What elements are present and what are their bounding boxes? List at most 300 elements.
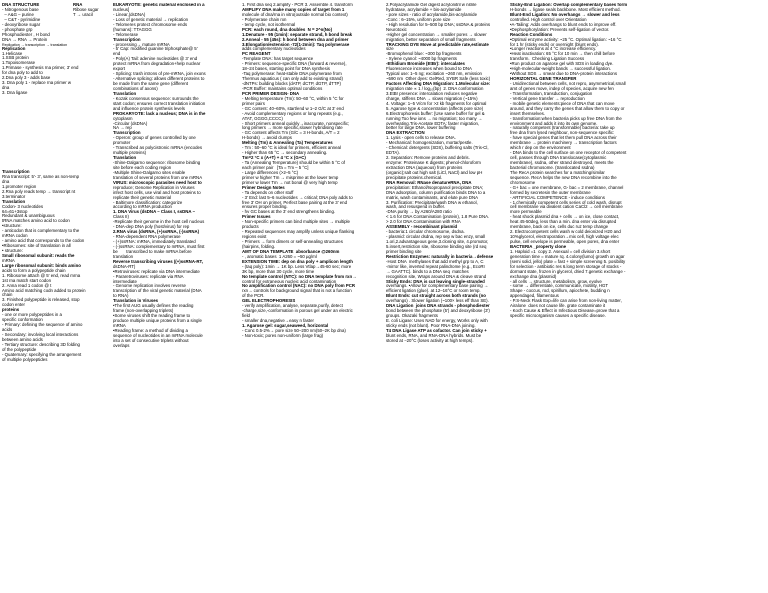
text-line: exchange dna (plasmid) bbox=[510, 273, 557, 279]
col2-body bbox=[113, 3, 238, 349]
text-line: •Run product on agarose gel with SDS in loading dye. bbox=[510, 61, 614, 67]
text-line: •The first AUG usually defines the reading bbox=[113, 303, 194, 309]
text-line: -Host DNA methylases that add methyl grp to A, C bbox=[386, 258, 484, 264]
text-line: Fluorescence increases when bound to DNA bbox=[386, 66, 472, 72]
text-line: tRNA matches amino acid to codon bbox=[2, 218, 70, 224]
text-line: codon enter bbox=[2, 302, 25, 308]
text-line: - Loss of genetic material → replication bbox=[113, 16, 189, 22]
text-line: T4 DNA Ligase ATP as cofactor. Can join sticky + bbox=[386, 327, 487, 333]
text-line: dsDNA-RT) bbox=[113, 263, 136, 269]
text-line: •structure: bbox=[2, 223, 22, 229]
text-line: recognition site, Wraps around DNA & cleave strand bbox=[386, 273, 487, 279]
text-line: primer w lower Tm → not bonal @ very high temp bbox=[242, 179, 338, 185]
text-line: -Template DNA: has target sequence bbox=[242, 56, 314, 62]
text-line: -mirror like, inverted repeat palindrome (e.g., EcoRI bbox=[386, 263, 485, 269]
text-line: 2.Rna poly reads temp → transcript nt bbox=[2, 188, 76, 194]
text-line: → GAATTC). binds to a DNA seq matches bbox=[386, 268, 469, 274]
text-line: > 2.0 for DNA Contamination with RNA bbox=[386, 219, 461, 225]
text-line: - Higher than 65 °C → secondary annealing. bbox=[242, 150, 328, 156]
text-line: precipitate proteins.chemical. bbox=[386, 174, 443, 180]
text-line: - temp cycle, not isothermal bbox=[242, 21, 296, 27]
text-line: overheating.Tris-Acetate EDTA: faster migration, bbox=[386, 120, 480, 126]
text-line: - bacteria:1 circular chromosome, dsdna. bbox=[386, 229, 465, 235]
text-line: field bbox=[242, 313, 250, 319]
text-line: 2. Separation: Remove proteins and debris. bbox=[386, 155, 470, 161]
text-line: Translation bbox=[113, 155, 137, 161]
text-line: insert themselves. bbox=[510, 110, 546, 116]
text-line: - , aromatic bases 1 A260 = ~50 µg/ml bbox=[242, 253, 317, 259]
text-line: - Tertiary structure: describing 3D folding bbox=[2, 341, 80, 347]
text-line: Blunt Ends: cut straight across both strands (no bbox=[386, 293, 486, 299]
text-line: Reaction Conditions bbox=[510, 31, 553, 37]
text-line: better for large DNA. lower buffering bbox=[386, 125, 456, 131]
text-line: transcription of the viral genetic material (DNA bbox=[113, 288, 202, 294]
text-line: - Conc 0.5-2%→ pore size 50–200 nm(50–2K bp dna) bbox=[242, 327, 346, 333]
text-line: more permeable bbox=[510, 209, 542, 215]
text-line: Translation bbox=[2, 198, 26, 204]
dna-rna-header bbox=[2, 3, 109, 47]
text-line: - phosphate grp bbox=[2, 26, 33, 32]
text-line: translation of several proteins from one mRNA bbox=[113, 174, 203, 180]
text-line: infect host cells, use viral and host proteins to bbox=[113, 189, 201, 195]
text-line: •High-molecular-weight bands → successful ligation. bbox=[510, 66, 611, 72]
text-line: 1. Agarose gel: sugar,seaweed, horizontal bbox=[242, 322, 329, 328]
text-line: overlaps bbox=[113, 342, 130, 348]
text-line: Factors Affecting DNA Migration: 1.Molecular size: bbox=[386, 81, 491, 86]
text-line: hydratase, acrylamide + bis-acrylamide bbox=[386, 6, 462, 12]
text-line: Replication → transcription → translation bbox=[2, 42, 68, 47]
text-line: - all cells → structure, metabolism, grow, evolve bbox=[510, 278, 602, 284]
text-line: - some → differentiate, communicate, motility, HGT bbox=[510, 283, 609, 289]
text-line: -Conc : 6–15%, uniform pore size bbox=[386, 16, 451, 22]
text-line: Translation bbox=[113, 90, 137, 96]
text-line: - Polymerase chain rxn bbox=[242, 16, 287, 22]
text-line: RNA Removal: RNase denatureRNA, DNA bbox=[386, 179, 472, 185]
text-line: Transcription bbox=[2, 169, 30, 175]
text-line: •Dephosphorylation: Prevents self-ligation of vector. bbox=[510, 26, 610, 32]
text-line: bond between the phosphate (5') and deoxyribose (3') bbox=[386, 308, 490, 314]
text-line: - pore sizes - ratio of acrylamide,bis-acrylamide bbox=[386, 11, 478, 17]
text-line: - mobile genetic elements:piece of DNA that can move bbox=[510, 100, 615, 106]
text-line: proteins bbox=[2, 307, 20, 313]
text-line: acids to form a polypeptide chain bbox=[2, 267, 66, 273]
text-line: - Telomeres protect chromosome ends bbox=[113, 21, 188, 27]
text-line: running Too few ions → no migration; too many → bbox=[386, 115, 483, 121]
text-line: 3. Purification: Precipitate/wash DNA w ethanol, bbox=[386, 199, 478, 205]
text-line: -PCR Buffer: maintains optimal conditions bbox=[242, 85, 323, 91]
text-line: replicate their genetic material bbox=[113, 194, 171, 200]
text-line: PCR: each round, dna doubles N = 2^n(No) bbox=[242, 26, 333, 32]
text-line: control for extraneous nucleic acid contamination bbox=[242, 278, 337, 284]
text-line: 3.terminator bbox=[2, 193, 26, 199]
text-line: - P.S-Neck Flask Exp=life can arise from non-living matter, bbox=[510, 298, 622, 304]
text-line: T → uracil bbox=[73, 11, 93, 17]
col4-body bbox=[386, 3, 506, 344]
text-line: Rna transcript: 5'- 3', same as non-temp bbox=[2, 173, 79, 179]
text-line: translation bbox=[113, 253, 134, 259]
text-line: •Retroviruses: replicate via DNA intermediate bbox=[113, 268, 200, 274]
text-line: 2.Anneal - 55 (45s): h bond between dna and primer bbox=[242, 36, 349, 42]
text-line: - Secondary: involving local interactions bbox=[2, 331, 79, 337]
text-line: Reverse transcribing viruses ((+)ssRNA-RT, bbox=[113, 258, 203, 264]
text-line: reproduce; Genome Replication in Viruses bbox=[113, 184, 195, 190]
text-line: free dna from lysed neighbour, non-sequence specific: bbox=[510, 130, 615, 136]
text-line: blunt ends, RNA, and RNA-DNA hybrids. Must be bbox=[386, 332, 482, 338]
text-line: - Ta (Annealing Temperature) should be within 5 °C of bbox=[242, 160, 345, 165]
text-line: protect mRNA from degradation+help nuclear bbox=[113, 61, 201, 67]
text-line: around, and they carry the genes that allow them to copy or bbox=[510, 105, 625, 111]
text-line: -Circular (dsDNA) bbox=[113, 120, 148, 126]
text-line: - DNA-dep DNA poly (host/virus) for rep bbox=[113, 224, 190, 230]
text-line: membrane, back on ice, cells duc ruz temp change bbox=[510, 224, 609, 230]
text-line: Tm=2 °C x (A+T) + 4 °C x (G+C) bbox=[242, 155, 306, 161]
text-line: into a set of consecutive triplets without bbox=[113, 337, 189, 343]
text-line: •A-Tailing: Adds overhangs to blunt ends to improve eff. bbox=[510, 21, 617, 27]
text-line: - Non-toxic; pores non-uniform (large frag) bbox=[242, 332, 324, 338]
text-line: ASSEMBLY - recombinant plasmid bbox=[386, 224, 458, 230]
text-line: Small ribosomal subunit: reads the bbox=[2, 252, 75, 258]
text-line: -Multiple Shine-Dalgarno sites enable bbox=[113, 169, 186, 175]
text-line: EUKARYOTE: genetic material enclosed in a bbox=[113, 3, 205, 7]
text-line: dormant state, frozen in glycerol, dried 7.genetic exchange - bbox=[510, 268, 626, 274]
text-line: -DNA purity → by A260/A280 ratio bbox=[386, 209, 452, 215]
text-line: regions exist bbox=[242, 234, 267, 240]
text-line: - deoxyribose sugar bbox=[2, 21, 41, 27]
text-line: Airalone does not cause life. grate contaminate it bbox=[510, 303, 606, 309]
text-line: chain bbox=[2, 292, 13, 298]
text-line: GEL ELECTROPHORESIS bbox=[242, 298, 296, 304]
text-line: molecule of dna/rna in vitro(outside normal bio context) bbox=[242, 11, 348, 17]
text-line: and influence protein synthesis levels bbox=[113, 105, 185, 111]
text-line: transform. Checking Ligation Success bbox=[510, 56, 585, 62]
text-line: (humans): TTAGGG bbox=[113, 26, 152, 32]
text-line: - RNA-dependent RNA polymerase bbox=[113, 234, 181, 240]
text-line: 6.Electrophoresis buffer: [Use same buffer for gel & bbox=[386, 110, 485, 116]
text-line: - DNA binds to the cell surface on one receptor of competent bbox=[510, 150, 627, 156]
text-line: - one or more polypeptides in a bbox=[2, 312, 62, 318]
text-line: free 3' OH on primer, Perfect base pairing at the 3' end bbox=[242, 199, 348, 205]
text-line: - 5' Cap: modified guanine triphosphate@ 5' bbox=[113, 46, 198, 52]
text-line: membrane), ssdna, other strand destroyed, meets the bbox=[510, 160, 614, 165]
text-line: DNA adsorption, column purification binds DNA to a bbox=[386, 189, 486, 195]
text-line: •Reading frame: a method of dividing a bbox=[113, 327, 188, 333]
text-line: - GC content: 40–60%, start/end w 1–2 G/C at 3' end bbox=[242, 105, 344, 111]
text-line: Thermus aquaticus ( can only add to existing strand) bbox=[242, 76, 343, 82]
text-line: primer pairs bbox=[242, 100, 265, 106]
text-line: 1.Helicase bbox=[2, 50, 23, 56]
text-line: - (taq poly): 1min → 1K bp. Less Vtlap→45-60 sec; more bbox=[242, 263, 352, 269]
text-line: end bbox=[113, 51, 121, 57]
text-line: < 1.6 for DNA Contamination (protein), 1.8 Pure DNA. bbox=[386, 214, 490, 220]
text-line: Ribose sugar bbox=[73, 6, 99, 12]
text-line: 64=61+3stop bbox=[2, 208, 28, 214]
text-line: cytoplasm bbox=[113, 115, 133, 121]
text-line: 1.SSB protein bbox=[2, 55, 29, 61]
text-line: The RecA protein searches for a matching/similar bbox=[510, 169, 605, 175]
text-line: Amino acid matching codn added to protein bbox=[2, 287, 86, 293]
text-line: 3. Dna ligase bbox=[2, 90, 28, 96]
text-line: chromosome bbox=[510, 179, 536, 185]
text-line: mRNA bbox=[2, 257, 15, 263]
text-line: 2.Polyacrylamide Gel digest acrylonitril w nitrile bbox=[386, 3, 477, 7]
text-line: Class II) bbox=[113, 214, 129, 220]
text-line: EDTA). bbox=[386, 150, 400, 156]
text-line: -Replicate their genome in the host cell nucleus bbox=[113, 219, 205, 225]
text-line: formed by secretesin the outer membrane bbox=[510, 189, 591, 195]
text-line: - Operon: group of genes controlled by one bbox=[113, 135, 196, 141]
text-line: 4. Voltage: 1–5 V/cm for >2 kb fragments for optimal bbox=[386, 100, 487, 106]
text-line: - Vertical gene transfer → reproduction bbox=[510, 95, 585, 101]
text-line: - Quaternary: specifying the arrangement bbox=[2, 351, 82, 357]
text-line: primer w higher Tm → misprime at the lower temp bbox=[242, 174, 339, 180]
text-line: produce multiple unique proteins from a single bbox=[113, 318, 202, 323]
text-line: ~590 nm Other dyes: GelRed, SYBR Safe (less toxic) bbox=[386, 76, 491, 82]
text-line: stored at −20°C (loses activity at high temps). bbox=[386, 337, 474, 343]
column-eukaryote-virus bbox=[113, 3, 238, 591]
text-line: No template control (NTC): no DNA template from rxn→ bbox=[242, 273, 357, 279]
text-line: generation time = mature rq. 4.colony(lumo) growth on agar bbox=[510, 253, 625, 259]
text-line: specific conformation bbox=[2, 317, 43, 323]
text-line: - plasmid: circular dsdna, rep sep w bac enzy, small bbox=[386, 234, 486, 240]
text-line: promoter bbox=[113, 140, 131, 146]
text-line: - Avoid complementary regions or long repeats (e.g., bbox=[242, 110, 343, 116]
text-line: matrix, wash contaminants, and elute pure DNA bbox=[386, 194, 478, 200]
text-line: - Transcribed as polycistronic mRNA (encodes bbox=[113, 145, 203, 151]
col3-body bbox=[242, 3, 382, 339]
text-line: PC REAGENT bbox=[242, 51, 271, 57]
text-line: - Linear,(dsDNA) bbox=[113, 11, 146, 17]
text-line: 5. Agarose type & concentration (affects pore size) bbox=[386, 105, 484, 111]
text-line: 1. First dna seq 2.amplify - PCR 3. Assemble 4. transform bbox=[242, 3, 353, 7]
text-line: - Melting temperature (Tm): 50–60 °C, within 5 °C for bbox=[242, 95, 344, 101]
text-line: -dNTPs: building blocks (dATP, dCTP, dGTP, dTTP) bbox=[242, 81, 341, 86]
text-line: controlled. High control over Orientation bbox=[510, 16, 587, 22]
text-line: heat 45-50deg, less than a min. dna enter via disrupted bbox=[510, 219, 617, 225]
text-line: sticky ends (not blunt). Poor RNA-DNA joining. bbox=[386, 322, 476, 328]
text-line: 1.Primase - synthesis rna primer, 3' end bbox=[2, 65, 79, 71]
text-line: - Baltimore classification: categorize bbox=[113, 199, 183, 205]
text-line: of multiple polypeptides bbox=[2, 356, 48, 362]
text-line: - Xylene cyanol: ~4000 bp fragments bbox=[386, 56, 457, 62]
text-line: •Ribosomes: site of translation in all bbox=[2, 243, 71, 249]
text-line: •Optimal enzyme activity: ~25 °C. Optimal ligation: ~16 °C bbox=[510, 36, 622, 42]
text-line: - High resolution for 5–500 bp DNA; ssDNA & proteins bbox=[386, 21, 491, 27]
dna-structure-block bbox=[2, 3, 67, 47]
text-line: Sticky-End Ligation: Overlap complementary bases form bbox=[510, 3, 628, 7]
heading: RNA bbox=[73, 3, 83, 7]
text-line: DNA EXTRACTION bbox=[386, 130, 425, 136]
text-line: mRNA codon bbox=[2, 233, 28, 239]
text-line: Translation in Viruses bbox=[113, 298, 159, 304]
text-line: - transformation:when bacteria picks up free DNA from the bbox=[510, 115, 622, 121]
text-line: 1.Topoisomerase bbox=[2, 60, 36, 66]
text-line: - Chemical: detergents (SDS), buffering salts (Tris-Cl, bbox=[386, 145, 489, 151]
text-line: - Telomerase bbox=[113, 31, 139, 37]
text-line: BACTERIA _property clone bbox=[510, 243, 567, 249]
text-line: 1. Lysis - open cells to release DNA. bbox=[386, 135, 456, 141]
text-line: No amplification control (NAC): no DNA poly from PCR bbox=[242, 283, 356, 289]
text-line: - Genome replication involves reverse bbox=[113, 283, 186, 289]
text-line: rxn→ controls for background signal that is not a function bbox=[242, 288, 352, 294]
text-line: 5.insert,restriction site, ribosome binding site (rd seq bbox=[386, 243, 487, 249]
text-line: - Tm : 50–60 °C is ideal for primers, efficient anneal bbox=[242, 145, 341, 151]
text-line: AMT OF DNA TEMPLATE absorbance @260nm bbox=[242, 248, 340, 254]
text-line: cell, passes through DNA translocase(cytoplasmic bbox=[510, 155, 607, 161]
text-line: frame (non-overlapping triplets) bbox=[113, 308, 174, 314]
text-line: membrane → protein machinery → transcription factors bbox=[510, 140, 617, 146]
text-line: migration, better separation of small fragments bbox=[386, 36, 476, 42]
text-line: each primer pair [Ta = Tm – 5 °C] bbox=[242, 164, 309, 170]
text-line: 1. DNA Virus (dsDNA – Class I, ssDNA – bbox=[113, 209, 195, 215]
text-line: to RNA) bbox=[113, 293, 129, 299]
text-line: 1st rna match start codon bbox=[2, 277, 52, 283]
column-gel-extraction-assembly bbox=[386, 3, 506, 591]
text-line: - Kozak consensus sequence: surrounds the bbox=[113, 95, 199, 101]
text-line: H-bonds → ligase seals backbone. Most efficient method. bbox=[510, 6, 621, 12]
text-line: dna bbox=[2, 85, 10, 91]
text-line: - Repeated sequences may amplify unless unique flanking bbox=[242, 229, 355, 235]
column-dna-structure bbox=[2, 3, 109, 591]
text-line: 10%glycerol, electroporation→mix cell, high voltage elec bbox=[510, 234, 619, 240]
text-line: HORIZONTAL GENE TRANSFER bbox=[510, 76, 577, 82]
text-line: 1.ori,2.advantageous gene,3.cloning site, 4.promotor, bbox=[386, 239, 489, 244]
text-line: primer binding site bbox=[386, 248, 422, 254]
text-line: •Longer reactions at 4 °C increase efficiency. bbox=[510, 46, 597, 52]
text-line: charge, stiffens DNA → slows migration (~15%) bbox=[386, 95, 478, 101]
text-line: amt of genes move, indep of species, acquire new fen bbox=[510, 85, 614, 91]
text-line: 3. Finished polypeptide is released, stop bbox=[2, 297, 80, 303]
text-line: intermediate bbox=[113, 278, 137, 284]
text-line: multiple proteins) bbox=[113, 150, 147, 156]
text-line: - Primers → form dimers or self-annealing structures bbox=[242, 239, 343, 244]
text-line: pulse, cell envelope is permeable, open pores, dna enter bbox=[510, 239, 620, 244]
text-line: groups. Okazaki fragments bbox=[386, 313, 438, 319]
text-line: AMPLIFY DNA make many copies of target from 1 bbox=[242, 6, 345, 12]
text-line: Redundant & unambiguous bbox=[2, 213, 55, 219]
text-line: for dna poly to add to bbox=[2, 70, 43, 76]
text-line: ATAT, GGGG,CCCC) bbox=[242, 115, 283, 121]
text-line: -Taq polymerase: heat-stable DNA polymerase from bbox=[242, 71, 342, 77]
text-line: Large ribosomal subunit: binds amino bbox=[2, 262, 81, 268]
text-line: overhangs) . Slower ligation (~100× less eff than SE). bbox=[386, 298, 489, 304]
text-line: - Splicing: trash introns of pre-mRNA, join exons bbox=[113, 71, 206, 77]
text-line: 3.EtBr presence: intercalation reduces negative bbox=[386, 90, 478, 96]
text-line: - Non-specific primers can bind multiple sites → multiple bbox=[242, 219, 350, 225]
text-line: precipitation: Ethanol/Isopropanol precipitate DNA; bbox=[386, 184, 484, 190]
text-line: 3. Dna poly 1 - replace rna primer w bbox=[2, 80, 72, 86]
text-line: Replication bbox=[2, 45, 26, 51]
text-line: - Short primers anneal quickly→inaccurate, nonspecific; bbox=[242, 120, 350, 126]
text-line: TRACKING DYE Move at predictable rate,estimate bbox=[386, 41, 489, 47]
text-line: - Transformation, transduction, conjugation bbox=[510, 90, 593, 96]
text-line: Melting (Tm) & Annealing (Ta) Temperatures bbox=[242, 140, 333, 146]
text-line: 18–24 bases, starting point for DNA synthesis bbox=[242, 66, 330, 72]
text-line: sequence. RecA helps the new DNA recombine into the bbox=[510, 174, 617, 180]
text-line: - (-)ssRNA: complementary to mRNA, must first bbox=[113, 243, 205, 249]
text-line: (semi solid, jello) plate = fast + simple screening 5. posibility bbox=[510, 258, 626, 264]
text-line: - 1.chemically competent cells series of cold wash, disrupt bbox=[510, 199, 622, 205]
text-line: -Ethidium Bromide (EtBr): intercalates bbox=[386, 61, 465, 67]
text-line: • structure: bbox=[2, 248, 23, 254]
text-line: - anticodon that is complementary to the bbox=[2, 228, 80, 234]
text-line: be made from the same gene (different bbox=[113, 81, 189, 86]
text-line: appendaged, filamentous bbox=[510, 293, 559, 299]
text-line: 1.Denature - 95 (1min): separate strand, h bond break bbox=[242, 31, 353, 37]
text-line: - Poly(A) Tail: adenine nucleotides @ 3' end bbox=[113, 56, 198, 62]
col5-body bbox=[510, 3, 634, 319]
text-line: PCR PRIMER DESIGN- DNA bbox=[242, 90, 300, 96]
text-line: 2.RNA virus (dsRNA, (+)ssRNA, (-)ssRNA) bbox=[113, 229, 200, 235]
text-line: extraction DNA (aqueous) from proteins bbox=[386, 164, 463, 170]
text-line: 1. Haploid =1 copy 2. Asexual = cell division 3.short bbox=[510, 248, 611, 254]
text-line: - have special genes that let them pull DNA across their bbox=[510, 135, 617, 141]
text-line: adds complementary nucleotides bbox=[242, 46, 306, 52]
text-line: - G+ bac = one membrane, G- bac = 2 membrane, channel bbox=[510, 184, 624, 190]
text-line: Primer Design Notes bbox=[242, 184, 285, 190]
text-line: bacterial chromosome. (translocated ssdna) bbox=[510, 164, 595, 170]
text-line: Primer Issues bbox=[242, 214, 271, 220]
text-line: - Primers: sequence-specific DNA (forward & reverse), bbox=[242, 61, 347, 67]
text-line: - Unidirectional between cells, not repro, asymmetrical,small bbox=[510, 81, 626, 86]
text-line: be transcribed to make mRNA before bbox=[113, 248, 192, 254]
text-line: Typical use: 1–5 ng; excitation ~260 nm, emission bbox=[386, 71, 482, 77]
text-line: - Koch Cause & Effect in Infectious Disease=prove that a bbox=[510, 308, 620, 314]
text-line: - 3' End: last 5–6 nucleotides → critical; DNA poly adds to bbox=[242, 194, 353, 200]
column-pcr bbox=[242, 3, 382, 591]
text-line: - Primary: defining the sequence of amino bbox=[2, 322, 83, 328]
text-line: - (+)ssRNA: mRNA, immediately translated bbox=[113, 239, 196, 244]
text-line: which r dep on the environment bbox=[510, 145, 571, 151]
text-line: - amino acid that corresponds to the codon bbox=[2, 238, 85, 244]
text-line: - Nitrogenous base bbox=[2, 6, 39, 12]
text-line: Phosphodiester , H bond bbox=[2, 31, 50, 37]
text-line: 3.Elongation/extension -72(1-2min): Taq polymerase bbox=[242, 41, 350, 47]
text-line: -charge,size,-conformation in porous gel under an electric bbox=[242, 308, 353, 314]
text-line: 1. Ribosome attach @ 5' end, read mrna bbox=[2, 272, 81, 278]
text-line: PROKARYOTE: lack a nucleus; DNA is in the bbox=[113, 110, 206, 116]
text-line: – A&G – purine bbox=[2, 11, 34, 17]
column-ligation-gene-transfer bbox=[510, 3, 634, 591]
text-line: – C&T - pyrimidine bbox=[2, 16, 41, 22]
text-line: •Heat inactivation: 65 °C for 10 min → then chill before bbox=[510, 51, 615, 57]
text-line: long primers → more specific,slower hybridising rate bbox=[242, 125, 343, 131]
text-line: Transcription bbox=[113, 36, 141, 42]
text-line: (hairpins, folding. bbox=[242, 243, 276, 249]
text-line: export bbox=[113, 66, 126, 72]
rna-block bbox=[73, 3, 109, 47]
text-line: sequence of nucleotides in an mRNA molecule bbox=[113, 332, 203, 338]
text-line: between amino acids bbox=[2, 336, 43, 342]
text-line: - hv GC bases at the 3' end strengthens binding. bbox=[242, 209, 336, 215]
text-line: Blunt-End Ligation: No overhangs → slower and less bbox=[510, 11, 620, 17]
text-line: - heat shock plasmid dna + cells → on ice, close contact, bbox=[510, 214, 620, 220]
text-line: wash, and resuspend in buffer. bbox=[386, 204, 446, 210]
text-line: - Ta depends on other stuff bbox=[242, 189, 294, 195]
text-line: - Large differences (>2–5 °C) bbox=[242, 169, 299, 175]
text-line: 2. Anna read 1 codon @ t bbox=[2, 282, 52, 288]
text-line: VIRUS: microscopic parasites need host to bbox=[113, 179, 202, 185]
text-line: efficient ligation (glue). at 12–16°C or room temp. bbox=[386, 288, 481, 294]
text-line: migration rate ∝ 1 / log₁₀(bp) 2. DNA conformation bbox=[386, 85, 484, 91]
text-line: Shape - coccus, rod, spirillum, apiochete, budding n bbox=[510, 288, 610, 294]
text-line: - Mechanical: homogenization, mortar/pestle. bbox=[386, 140, 473, 146]
text-line: mRNA bbox=[113, 322, 126, 328]
text-line: enzyme: Proteinase K digests; phenol-chloroform bbox=[386, 160, 481, 165]
text-line: -Shine-Dalgarno sequence: ribosome binding bbox=[113, 160, 201, 165]
text-line: combinations of axons) bbox=[113, 85, 158, 91]
text-line: Restriction Enzymes: naturally in bacteria→defense bbox=[386, 253, 494, 259]
text-line: for 1 hr (sticky ends) or overnight (blunt ends). bbox=[510, 41, 599, 47]
